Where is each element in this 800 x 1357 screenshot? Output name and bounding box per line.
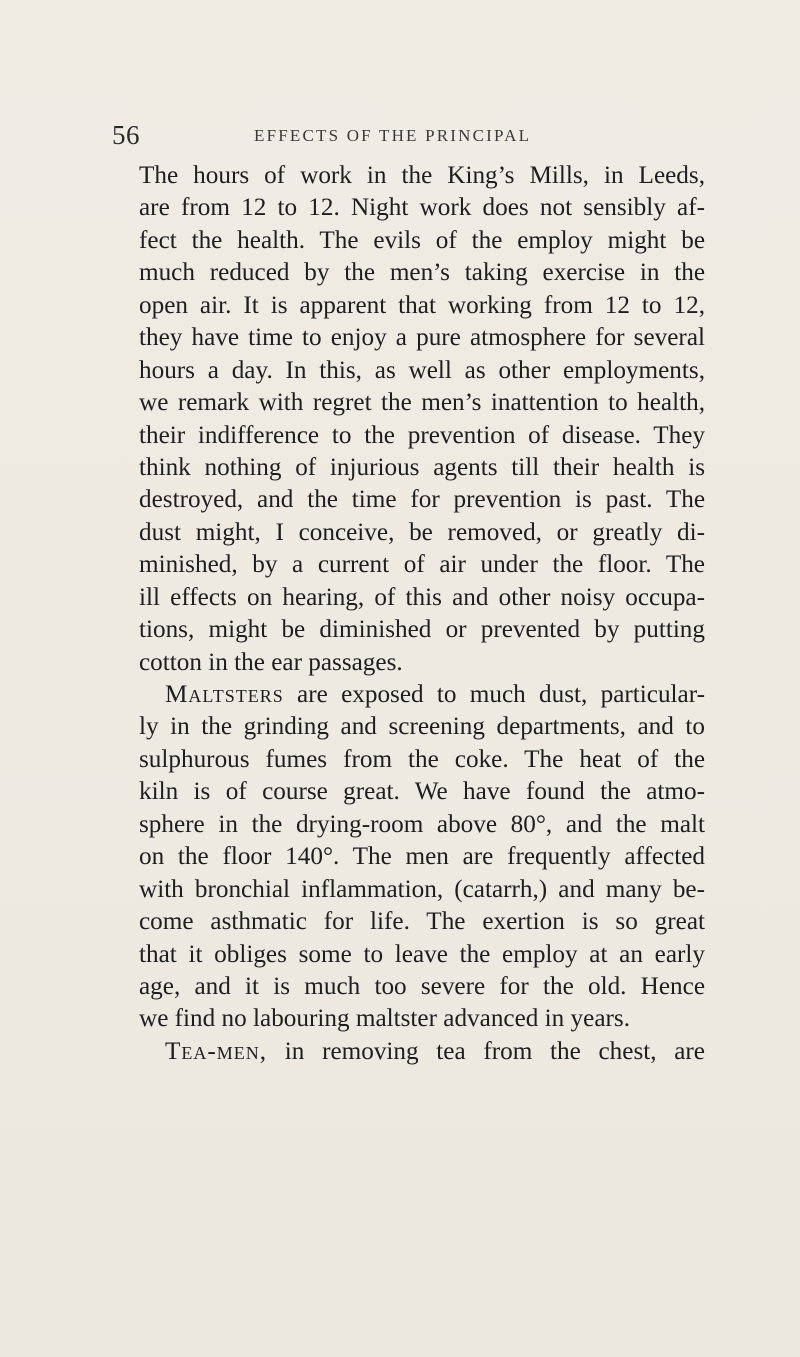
text-line: that it obliges some to leave the employ at an early — [139, 940, 705, 968]
text-line — [139, 679, 705, 711]
text-line — [139, 1036, 705, 1068]
text-line: we find no labouring maltster advanced in years. — [139, 1005, 630, 1033]
paragraph-tea-men — [139, 1036, 705, 1068]
body-text — [139, 160, 705, 1068]
text-line: dust might, I conceive, be removed, or greatly di- — [139, 518, 705, 546]
text-line: cotton in the ear passages. — [139, 648, 403, 676]
text-line: age, and it is much too severe for the old. Hence — [139, 972, 705, 1000]
page-header — [112, 120, 712, 150]
page-number: 56 — [112, 120, 140, 150]
text-line: minished, by a current of air under the floor. The — [139, 551, 705, 579]
section-lead-tea-men: Tea-men, — [165, 1037, 268, 1065]
section-lead-maltsters: Maltsters — [165, 681, 284, 708]
text-line: fect the health. The evils of the employ might be — [139, 226, 705, 254]
text-line: destroyed, and the time for prevention is past. The — [139, 486, 705, 514]
running-head: EFFECTS OF THE PRINCIPAL — [254, 126, 532, 145]
paragraph-hours-of-work — [139, 160, 705, 679]
text-line: open air. It is apparent that working from 12 to 12, — [139, 291, 705, 319]
text-line: sphere in the drying-room above 80°, and the malt — [139, 810, 705, 838]
text-line: hours a day. In this, as well as other employments, — [139, 356, 705, 384]
paragraph-maltsters — [139, 679, 705, 1036]
text-line: we remark with regret the men’s inattention to health, — [139, 389, 705, 417]
text-line: think nothing of injurious agents till their health is — [139, 453, 705, 481]
text-line: tions, might be diminished or prevented by putting — [139, 616, 705, 644]
text-line: much reduced by the men’s taking exercise in the — [139, 259, 705, 287]
text-fragment: in removing tea from the chest, are — [267, 1037, 705, 1065]
text-line: their indifference to the prevention of disease. They — [139, 421, 705, 449]
text-line: kiln is of course great. We have found the atmo- — [139, 778, 705, 806]
text-line: ly in the grinding and screening departments, and to — [139, 713, 705, 741]
text-line: The hours of work in the King’s Mills, in Leeds, — [139, 162, 705, 189]
text-line: come asthmatic for life. The exertion is so great — [139, 908, 705, 936]
text-fragment: are exposed to much dust, particular- — [283, 681, 705, 708]
text-line: on the floor 140°. The men are frequently affected — [139, 843, 705, 871]
text-line: are from 12 to 12. Night work does not sensibly af- — [139, 194, 705, 222]
text-line: with bronchial inflammation, (catarrh,) and many be- — [139, 875, 705, 903]
text-line: sulphurous fumes from the coke. The heat of the — [139, 745, 705, 773]
text-line: they have time to enjoy a pure atmosphere for several — [139, 324, 705, 352]
text-line: ill effects on hearing, of this and other noisy occupa- — [139, 583, 705, 611]
